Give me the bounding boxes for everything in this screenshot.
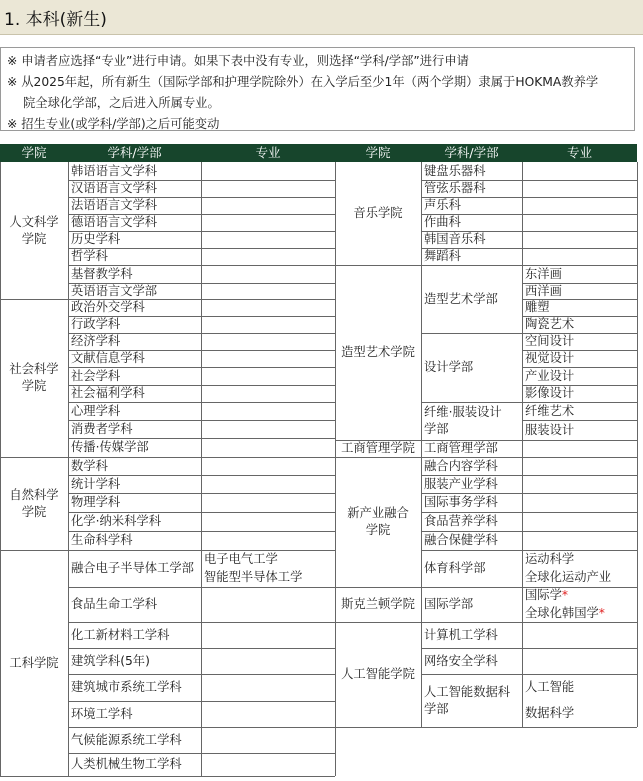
department-name: 管弦乐器科 (424, 181, 486, 195)
department-name: 行政学科 (71, 317, 121, 331)
major-name: 空间设计 (525, 334, 575, 348)
note-line: ※ 招生专业(或学科/学部)之后可能变动 (7, 117, 220, 131)
college-name: 工科学院 (9, 655, 59, 670)
major-name: 智能型半导体工学 (204, 570, 303, 585)
major-name: 全球化运动产业 (525, 570, 612, 584)
major-name: 电子电气工学 (204, 551, 278, 566)
department-name: 数学科 (71, 458, 108, 473)
department-name: 融合内容学科 (424, 458, 498, 473)
department-name: 工商管理学部 (424, 441, 498, 455)
department-name: 历史学科 (71, 232, 121, 246)
college-name: 造型艺术学院 (341, 345, 415, 359)
department-name: 韩国音乐科 (424, 232, 486, 246)
department-name: 服装产业学科 (424, 476, 498, 491)
department-name: 社会学科 (71, 368, 121, 383)
major-name: 服装设计 (525, 422, 575, 437)
column-divider (335, 162, 336, 776)
column-divider (0, 162, 1, 776)
department-name: 网络安全学科 (424, 653, 498, 668)
row-divider (335, 727, 637, 728)
header-cell-right: 专业 (522, 144, 637, 162)
asterisk-mark: * (561, 588, 569, 602)
header-cell-left: 学科/学部 (68, 144, 201, 162)
department-name: 造型艺术学部 (424, 291, 498, 306)
department-name: 声乐科 (424, 198, 461, 212)
department-name: 建筑城市系统工学科 (71, 680, 182, 694)
department-name: 键盘乐器科 (424, 163, 486, 178)
column-divider (637, 162, 638, 727)
note-line: ※ 申请者应选择“专业”进行申请。如果下表中没有专业，则选择“学科/学部”进行申请 (7, 54, 469, 68)
department-name: 舞蹈科 (424, 249, 461, 263)
asterisk-mark: * (598, 605, 605, 620)
department-name: 法语语言文学科 (71, 198, 158, 212)
department-name: 环境工学科 (71, 706, 133, 721)
column-divider (421, 162, 422, 727)
department-name: 哲学科 (71, 249, 108, 263)
department-name: 韩语语言文学科 (71, 163, 158, 178)
major-name: 国际学 (525, 588, 562, 602)
department-name: 统计学科 (71, 476, 121, 491)
department-name: 计算机工学科 (424, 627, 498, 642)
department-name: 文献信息学科 (71, 351, 145, 365)
department-name: 传播·传媒学部 (71, 440, 149, 454)
department-name: 经济学科 (71, 334, 121, 348)
department-name: 基督教学科 (71, 266, 133, 281)
department-name: 心理学科 (71, 403, 121, 418)
major-name (525, 587, 634, 604)
row-divider (522, 440, 637, 441)
major-name: 产业设计 (525, 368, 575, 383)
department-name: 气候能源系统工学科 (71, 732, 182, 747)
department-name: 物理学科 (71, 495, 121, 509)
college-name: 社会科学 学院 (9, 362, 59, 393)
department-name: 融合电子半导体工学部 (71, 561, 194, 575)
department-name: 生命科学科 (71, 533, 133, 547)
department-name: 英语语言文学部 (71, 283, 158, 298)
column-divider (522, 162, 523, 727)
college-name: 自然科学 学院 (9, 487, 59, 519)
college-name: 人工智能学院 (341, 667, 415, 681)
department-name: 建筑学科(5年) (71, 653, 150, 668)
college-name: 音乐学院 (353, 206, 403, 220)
department-name: 政治外交学科 (71, 300, 145, 314)
header-cell-right: 学院 (335, 144, 421, 162)
college-name: 人文科学 学院 (9, 214, 59, 246)
department-name: 体育科学部 (424, 561, 486, 575)
college-name: 新产业融合 学院 (347, 506, 409, 537)
note-line: 院全球化学部，之后进入所属专业。 (23, 96, 220, 110)
department-name: 国际学部 (424, 597, 474, 611)
college-name: 斯克兰顿学院 (341, 597, 415, 611)
major-name: 东洋画 (525, 266, 562, 281)
department-name: 人类机械生物工学科 (71, 757, 182, 771)
row-divider (522, 648, 637, 649)
department-name: 社会福利学科 (71, 386, 145, 400)
section-title: 1. 本科(新生) (4, 10, 107, 30)
note-line: ※ 从2025年起，所有新生（国际学部和护理学院除外）在入学后至少1年（两个学期）隶属于HOKMA教养学 (7, 75, 599, 89)
major-name: 视觉设计 (525, 351, 575, 365)
department-name: 消费者学科 (71, 421, 133, 436)
major-name: 雕塑 (525, 300, 550, 314)
department-name: 设计学部 (424, 360, 474, 374)
column-divider (68, 162, 69, 776)
major-name: 运动科学 (525, 551, 575, 566)
department-name: 化工新材料工学科 (71, 627, 170, 642)
department-name: 融合保健学科 (424, 533, 498, 547)
major-name: 纤维艺术 (525, 403, 575, 418)
department-name: 食品生命工学科 (71, 597, 158, 611)
major-name (525, 604, 634, 622)
department-name: 化学·纳米科学科 (71, 514, 161, 528)
header-cell-left: 学院 (0, 144, 68, 162)
header-cell-left: 专业 (201, 144, 335, 162)
row-divider (0, 776, 335, 777)
department-name: 德语语言文学科 (71, 215, 158, 229)
column-divider (201, 162, 202, 776)
major-name: 陶瓷艺术 (525, 317, 575, 331)
major-name: 全球化韩国学 (525, 605, 599, 620)
department-name: 食品营养学科 (424, 514, 498, 528)
major-name: 西洋画 (525, 283, 562, 298)
department-name: 纤维·服装设计 学部 (424, 405, 502, 436)
college-name: 工商管理学院 (341, 441, 415, 455)
major-name: 数据科学 (525, 706, 575, 720)
major-name: 人工智能 (525, 679, 575, 694)
major-name: 影像设计 (525, 386, 575, 400)
department-name: 人工智能数据科 学部 (424, 684, 511, 716)
department-name: 国际事务学科 (424, 495, 498, 509)
header-cell-right: 学科/学部 (421, 144, 522, 162)
department-name: 汉语语言文学科 (71, 181, 158, 195)
department-name: 作曲科 (424, 215, 461, 229)
